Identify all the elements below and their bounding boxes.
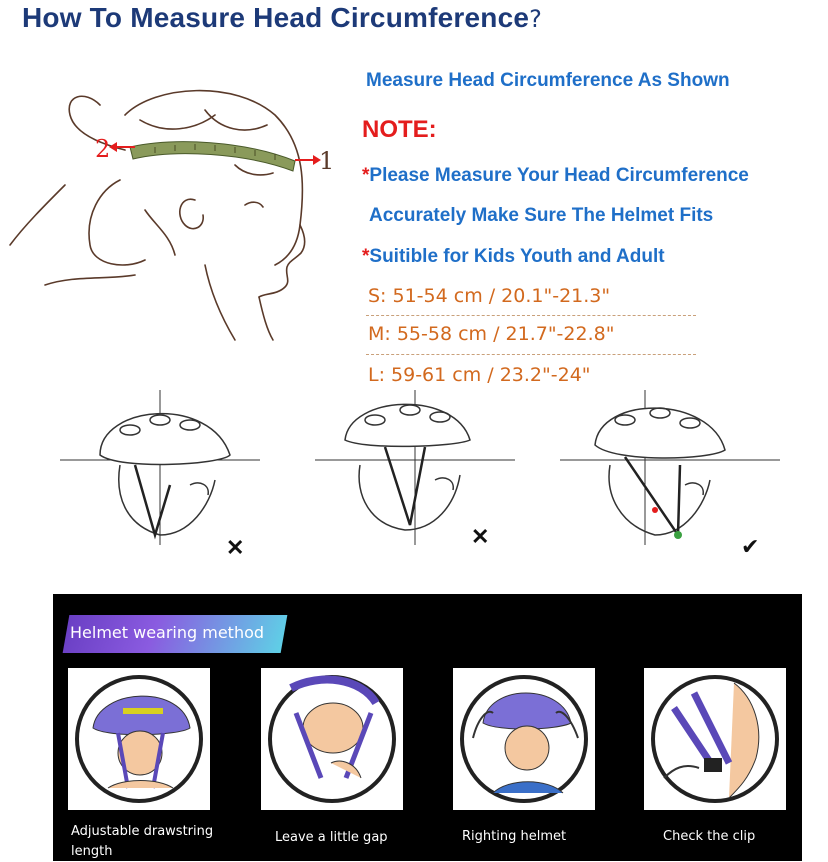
head-measure-illustration [5, 75, 345, 345]
step-caption-drawstring: Adjustable drawstring length [71, 824, 214, 859]
instruction-line-1 [362, 165, 749, 187]
bullet-star: * [362, 165, 370, 186]
fit-mark-wrong: ✕ [471, 524, 490, 549]
wearing-method-title: Helmet wearing method [70, 623, 265, 642]
size-small: S: 51-54 cm / 20.1"-21.3" [368, 285, 611, 307]
step-card-drawstring [68, 668, 210, 810]
page-title [22, 2, 542, 34]
marker-1: 1 [319, 147, 335, 175]
bullet-star: * [362, 246, 370, 267]
line-3-text: Suitible for Kids Youth and Adult [369, 246, 665, 267]
step-caption-clip: Check the clip [663, 829, 756, 844]
fit-mark-wrong: ✕ [226, 535, 245, 560]
wearing-method-label [66, 615, 284, 653]
marker-2: 2 [95, 135, 111, 163]
instruction-line-2: Accurately Make Sure The Helmet Fits [369, 205, 714, 226]
note-heading: NOTE: [362, 116, 437, 143]
title-question-mark: ? [529, 5, 543, 33]
size-divider [366, 354, 696, 355]
measure-shown-text: Measure Head Circumference As Shown [366, 70, 730, 91]
size-large: L: 59-61 cm / 23.2"-24" [368, 364, 591, 386]
step-caption-gap: Leave a little gap [275, 830, 388, 845]
title-text: How To Measure Head Circumference [22, 2, 530, 33]
line-1-text: Please Measure Your Head Circumference [369, 165, 749, 186]
fit-mark-correct: ✔ [741, 534, 760, 559]
step-card-clip [644, 668, 786, 810]
size-divider [366, 315, 696, 316]
step-caption-righting: Righting helmet [462, 829, 567, 844]
step-card-gap [261, 668, 403, 810]
instruction-line-3 [362, 246, 665, 268]
size-medium: M: 55-58 cm / 21.7"-22.8" [368, 323, 615, 345]
step-card-righting [453, 668, 595, 810]
